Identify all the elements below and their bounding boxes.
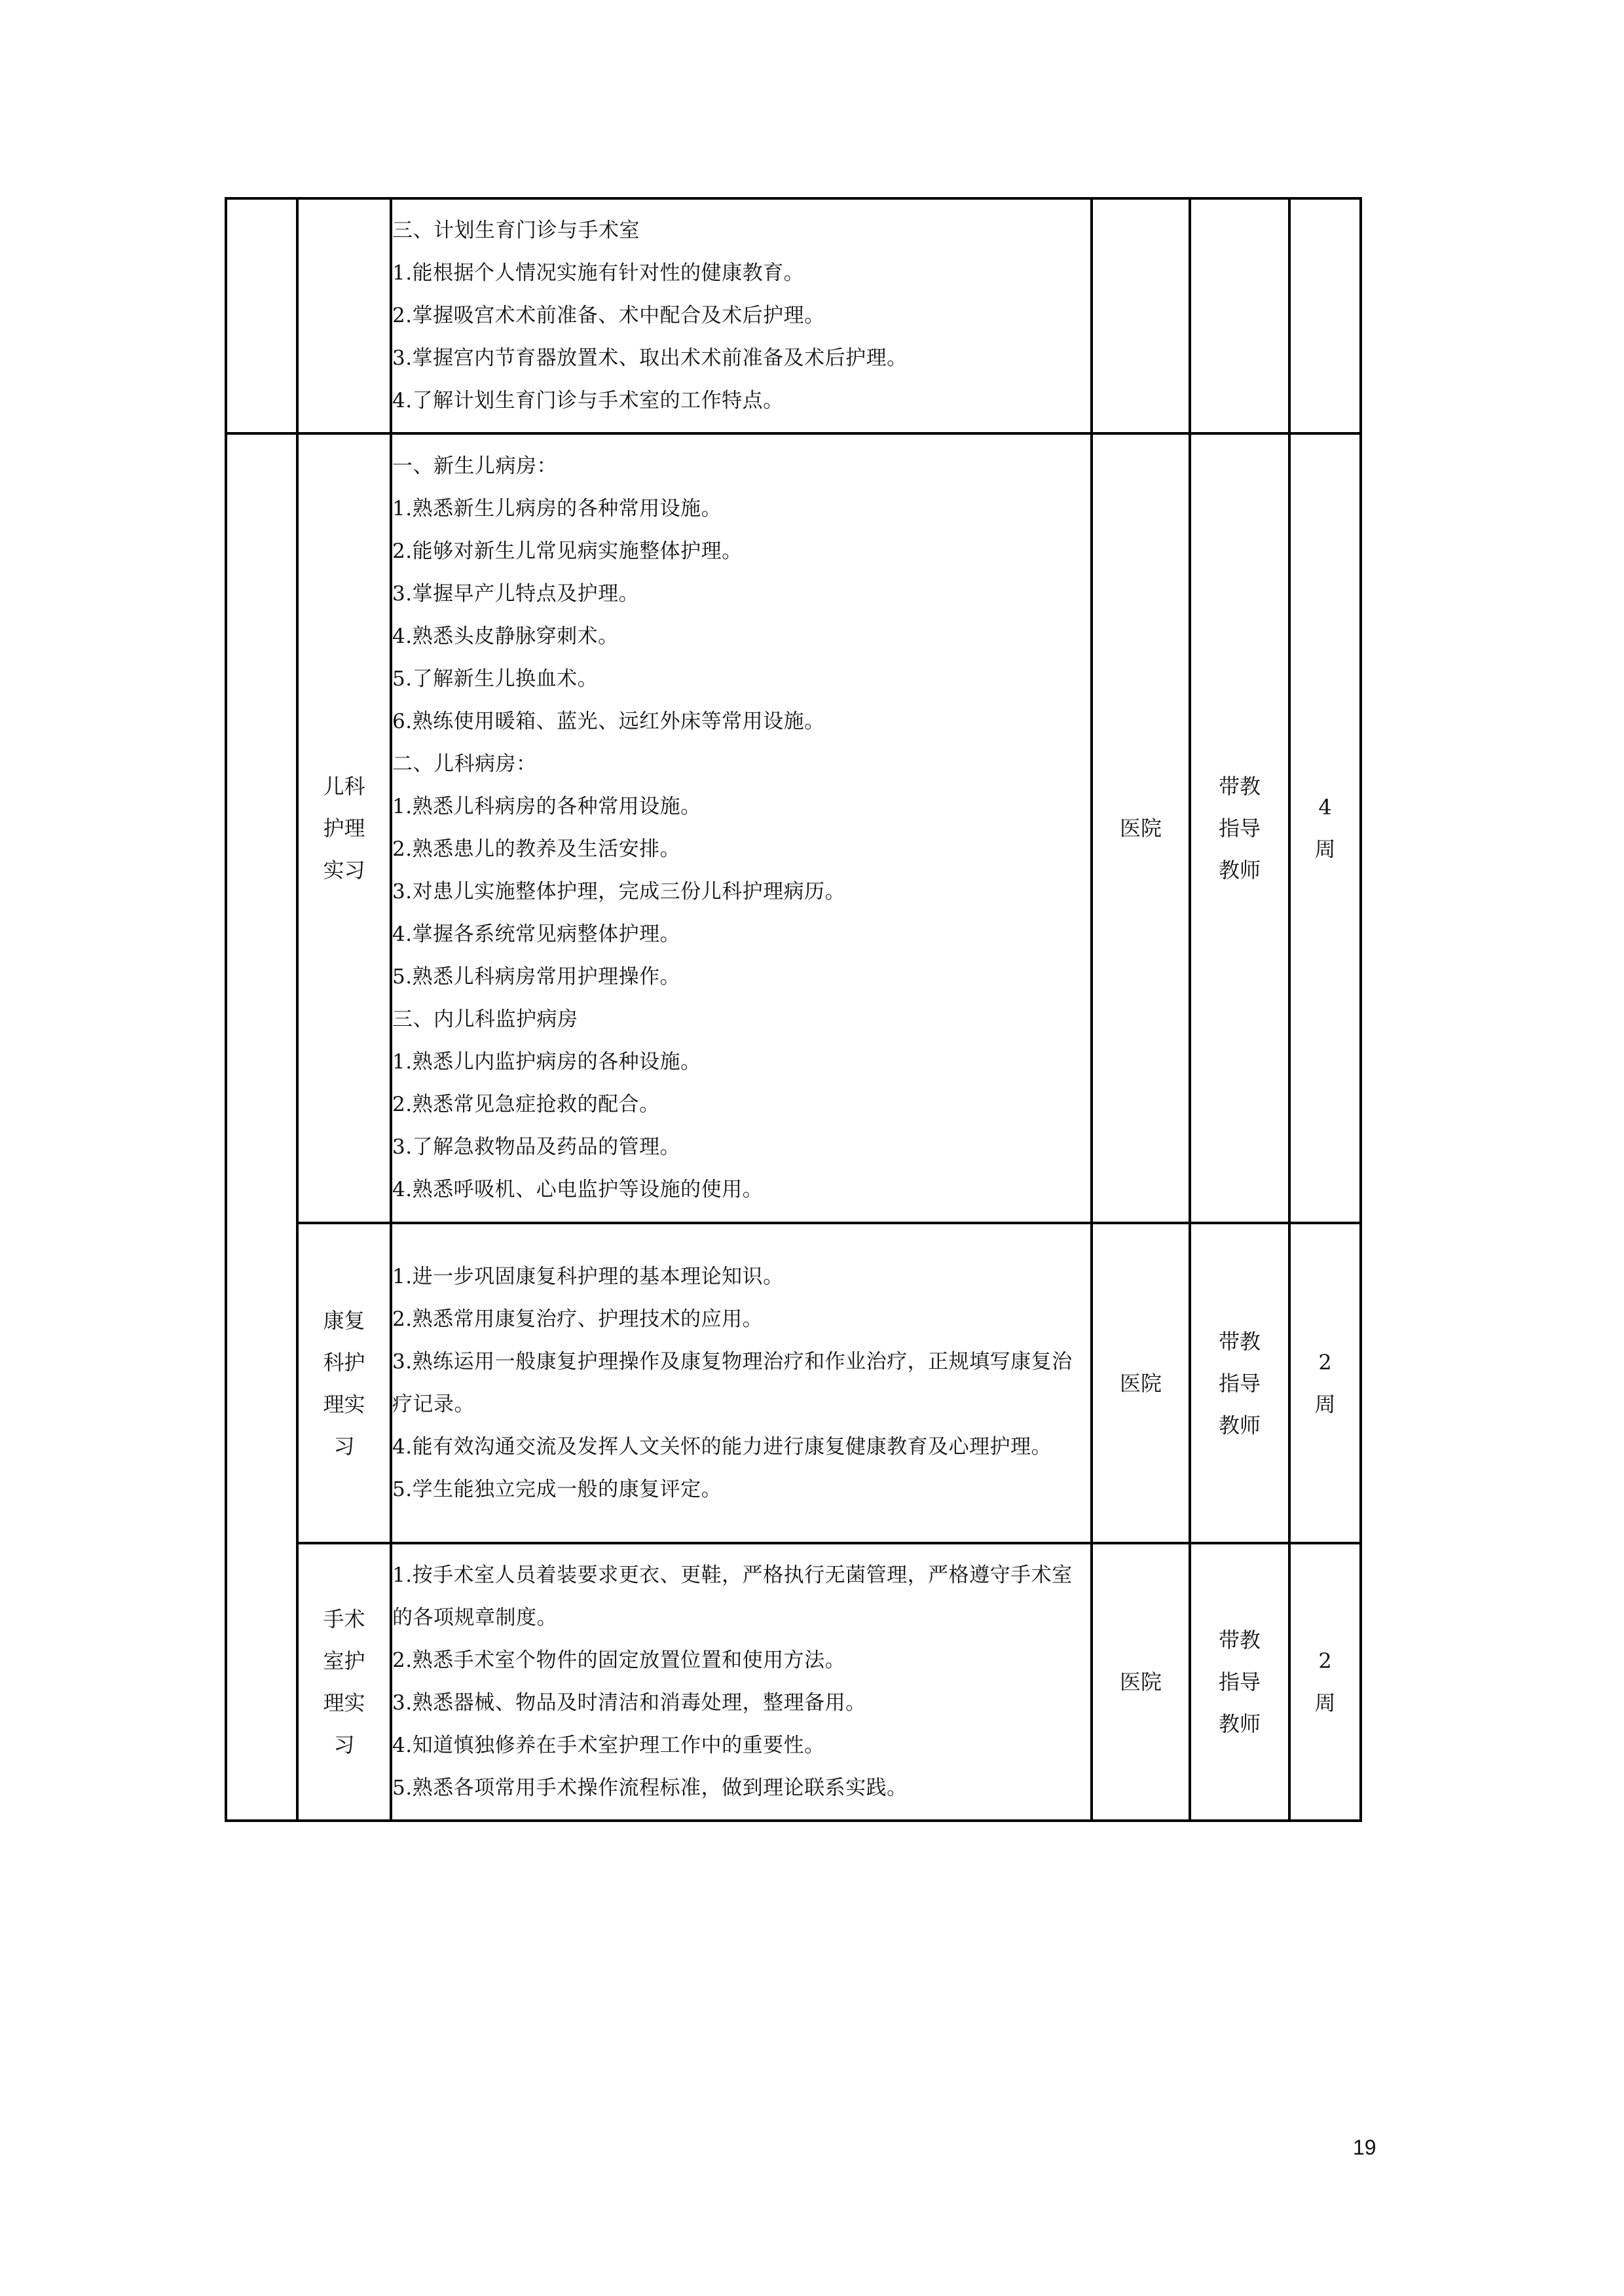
course-label-line: 室护 [323,1649,365,1673]
duration-cell [1289,1543,1361,1821]
course-label-line: 护理 [323,816,365,841]
content-line: 4.熟悉头皮静脉穿刺术。 [392,625,619,648]
content-line: 3.对患儿实施整体护理，完成三份儿科护理病历。 [392,880,846,903]
content-line: 2.能够对新生儿常见病实施整体护理。 [392,539,743,563]
teacher-cell [1190,433,1289,1223]
teacher-line: 指导 [1218,816,1261,841]
course-label-line: 实习 [323,858,365,883]
table-row [226,1223,1361,1543]
content-line: 4.知道慎独修养在手术室护理工作中的重要性。 [392,1734,825,1757]
course-label-line: 习 [333,1732,355,1757]
duration-unit: 周 [1314,1391,1336,1417]
content-line: 5.熟悉儿科病房常用护理操作。 [392,965,681,989]
table-row [226,433,1361,1223]
teacher-line: 教师 [1218,1711,1261,1736]
content-line: 3.了解急救物品及药品的管理。 [392,1135,681,1159]
content-line: 2.熟悉常见急症抢救的配合。 [392,1093,660,1116]
content-line: 二、儿科病房： [392,752,537,776]
content-cell [391,433,1092,1223]
course-label-line: 康复 [323,1307,365,1333]
content-line: 3.掌握宫内节育器放置术、取出术术前准备及术后护理。 [392,346,908,370]
content-line: 4.能有效沟通交流及发挥人文关怀的能力进行康复健康教育及心理护理。 [392,1434,1052,1459]
content-line: 三、计划生育门诊与手术室 [392,219,640,242]
content-line: 一、新生儿病房： [392,454,557,478]
place-cell [1092,1223,1190,1543]
teacher-line: 教师 [1218,1412,1261,1438]
place-cell [1092,198,1190,433]
content-line: 6.熟练使用暖箱、蓝光、远红外床等常用设施。 [392,710,825,733]
table-row [226,1543,1361,1821]
teacher-cell [1190,1223,1289,1543]
course-label-line: 科护 [323,1349,365,1375]
teacher-line: 教师 [1218,858,1261,883]
content-line: 4.了解计划生育门诊与手术室的工作特点。 [392,389,784,412]
internship-plan-table [225,197,1362,1822]
course-label-cell [297,1223,391,1543]
content-line: 5.学生能独立完成一般的康复评定。 [392,1477,722,1501]
content-line: 2.熟悉常用康复治疗、护理技术的应用。 [392,1307,764,1331]
content-line: 1.按手术室人员着装要求更衣、更鞋，严格执行无菌管理，严格遵守手术室的各项规章制度。 [392,1563,1073,1630]
duration-unit: 周 [1314,1690,1336,1715]
place-text: 医院 [1119,816,1162,841]
category-cell [226,433,297,1821]
duration-number: 2 [1318,1349,1332,1375]
content-line: 1.熟悉儿科病房的各种常用设施。 [392,795,701,818]
place-cell [1092,433,1190,1223]
teacher-line: 指导 [1218,1370,1261,1396]
content-cell [391,198,1092,433]
duration-cell [1289,1223,1361,1543]
content-cell [391,1543,1092,1821]
course-label-cell [297,433,391,1223]
course-label-line: 习 [333,1433,355,1459]
place-cell [1092,1543,1190,1821]
content-line: 1.熟悉儿内监护病房的各种设施。 [392,1050,701,1074]
duration-number: 2 [1318,1649,1332,1673]
duration-number: 4 [1318,795,1332,820]
place-text: 医院 [1119,1669,1162,1694]
content-line: 1.熟悉新生儿病房的各种常用设施。 [392,497,722,520]
course-label-cell [297,198,391,433]
content-line: 5.熟悉各项常用手术操作流程标准，做到理论联系实践。 [392,1776,908,1800]
duration-cell [1289,198,1361,433]
content-line: 3.熟悉器械、物品及时清洁和消毒处理，整理备用。 [392,1691,866,1715]
content-line: 4.熟悉呼吸机、心电监护等设施的使用。 [392,1178,764,1201]
content-line: 3.熟练运用一般康复护理操作及康复物理治疗和作业治疗，正规填写康复治疗记录。 [392,1349,1073,1416]
table-row [226,198,1361,433]
course-label-line: 儿科 [323,774,365,799]
course-label-line: 手术 [323,1607,365,1631]
course-label-line: 理实 [323,1690,365,1715]
content-line: 三、内儿科监护病房 [392,1008,578,1031]
teacher-line: 带教 [1218,1628,1261,1652]
teacher-cell [1190,198,1289,433]
content-line: 2.熟悉患儿的教养及生活安排。 [392,837,681,861]
teacher-cell [1190,1543,1289,1821]
content-cell [391,1223,1092,1543]
category-cell [226,198,297,433]
content-line: 5.了解新生儿换血术。 [392,667,599,691]
course-label-line: 理实 [323,1391,365,1417]
content-line: 1.进一步巩固康复科护理的基本理论知识。 [392,1264,784,1288]
teacher-line: 带教 [1218,774,1261,799]
duration-unit: 周 [1314,837,1336,862]
page-number: 19 [1353,2136,1376,2159]
teacher-line: 指导 [1218,1669,1261,1694]
content-line: 2.掌握吸宫术术前准备、术中配合及术后护理。 [392,304,825,327]
duration-cell [1289,433,1361,1223]
content-line: 3.掌握早产儿特点及护理。 [392,582,640,606]
content-line: 2.熟悉手术室个物件的固定放置位置和使用方法。 [392,1649,846,1672]
teacher-line: 带教 [1218,1328,1261,1354]
content-line: 1.能根据个人情况实施有针对性的健康教育。 [392,261,805,285]
course-label-cell [297,1543,391,1821]
place-text: 医院 [1119,1370,1162,1396]
content-line: 4.掌握各系统常见病整体护理。 [392,922,681,946]
